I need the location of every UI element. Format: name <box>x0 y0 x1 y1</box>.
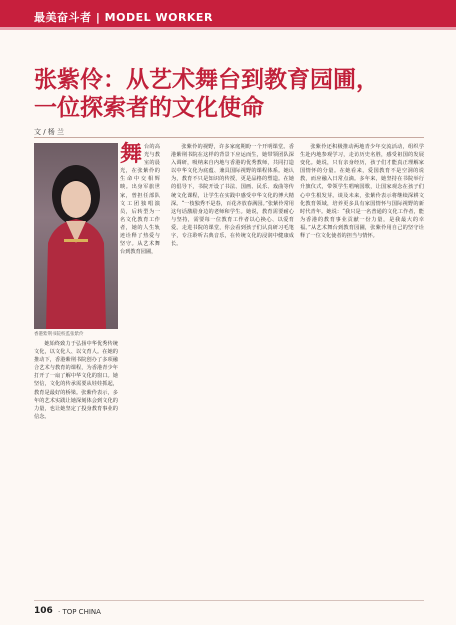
header-stripe <box>0 27 456 30</box>
page-number: 106 <box>34 606 53 616</box>
column-1-text <box>34 340 118 421</box>
headline-line-2: 一位探索者的文化使命 <box>34 95 264 121</box>
title-rule <box>34 137 424 138</box>
column-2-text <box>171 143 294 248</box>
column-title: 最美奋斗者 | MODEL WORKER <box>34 11 213 24</box>
portrait-photo <box>34 143 118 329</box>
column-3-paragraph: 张紫伶还积极推动两地青少年交流活动，组织学生赴内地参观学习，走访历史名胜，感受祖国的发展变化。她说，只有亲身经历，孩子们才能真正理解家国情怀的分量。在她看来，爱国教育不是空洞的说教，而应融入日常点滴。多年来，她坚持在书院举行升旗仪式，带领学生唱响国歌，让国家观念在孩子们心中生根发芽。谈及未来，张紫伶表示将继续深耕文化教育领域，培养更多具有家国情怀与国际视野的新时代青年。她说：“我只是一名普通的文化工作者，能为香港的教育事业贡献一份力量，是我最大的幸福。”从艺术舞台到教育园圃，张紫伶用自己的坚守诠释了一位文化使者的担当与情怀。 <box>300 144 424 240</box>
photo-caption: 香港紫荆书院校监张紫伶 <box>34 332 84 337</box>
magazine-name: · TOP CHINA <box>58 608 101 616</box>
footer-rule <box>34 600 424 601</box>
headline-line-1: 张紫伶：从艺术舞台到教育园圃， <box>34 67 379 93</box>
portrait-illustration <box>34 143 118 329</box>
byline: 文 / 杨 兰 <box>34 128 65 136</box>
column-3-text <box>300 143 424 240</box>
drop-cap: 舞 <box>120 142 143 167</box>
column-1-paragraph: 她始终致力于弘扬中华优秀传统文化，以文化人、以文育人。在她的推动下，香港紫荆书院创办了多项融合艺术与教育的课程，为香港青少年打开了一扇了解中华文化的窗口。她坚信，文化的传承需要从娃娃抓起，教育是最好的桥梁。张紫伶表示，多年的艺术实践让她深刻体会到文化的力量，也让她坚定了投身教育事业的信念。 <box>34 341 118 420</box>
column-1-top-body: 台的高光与教室的晨光，在张紫伶的生命中交相辉映。出身军旅世家，曾担任部队文工团独唱演员，后转型为一名文化教育工作者，她的人生轨迹诠释了热爱与坚守。从艺术舞台到教育园圃， <box>120 144 160 256</box>
column-2-paragraph: 张紫伶的视野，许多家庭期盼一个开明课堂。香港紫荆书院在这样的背景下应运而生，她带领团队深入调研，吸纳来自内地与香港的优秀教师，共同打造以中华文化为底蕴、兼具国际视野的课程体系。她认为，教育不只是知识的传授，更是品格的塑造。在她的倡导下，书院开设了书法、国画、民乐、戏曲等传统文化课程，让学生在实践中感受中华文化的博大精深。“一枝独秀不是春，百花齐放春满园。”张紫伶常用这句话激励身边的老师和学生。她说，教育需要耐心与坚持，需要每一位教育工作者以心换心、以爱育爱。走进书院的课堂，你会看到孩子们认真研习毛笔字，专注聆听古典音乐，在传统文化的浸润中健康成长。 <box>171 144 294 248</box>
column-1-top-text <box>120 143 160 256</box>
